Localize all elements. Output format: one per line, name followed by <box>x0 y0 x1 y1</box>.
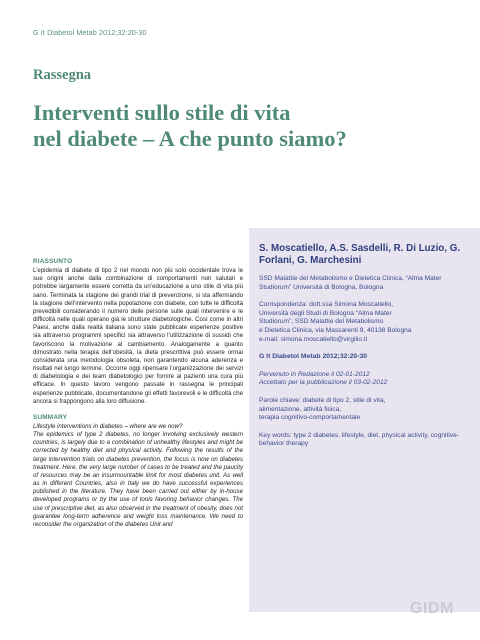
abstract-column <box>33 258 243 529</box>
correspondence <box>259 301 466 344</box>
keywords-english: Key words: type 2 diabetes, lifestyle, diet, physical activity, cognitive-behavior therapy <box>259 431 459 448</box>
citation: G It Diabetol Metab 2012;32:20-30 <box>259 353 368 361</box>
article-title-line: Interventi sullo stile di vita <box>33 100 291 125</box>
summary-text: The epidemics of type 2 diabetes, no longer involving exclusively western countries, is largely due to a combination of unhealthy lifestyles and might be corrected by healthy diet and physical activity. Following the results of the large intervention trials on diabetes prevention, the focus is now on diabetes treatment. Here, the very large number of cases to be treated and the paucity of resources may be an insurmountable limit for most diabetes unit. As well as in different Countries, also in Italy we do have successful experiences published in the literature. They have been carried out either by in-house developed programs or by the use of tools favoring behavior changes. The use of prescriptive diet, as also observed in the treatment of obesity, does not guarantee long-term adherence and weight loss maintenance. We need to reconsider the organization of the diabetes Unit and <box>33 431 243 528</box>
keywords-line: terapia cognitivo-comportamentale <box>259 414 361 422</box>
correspondence-email[interactable]: e-mail: simona.moscatiello@virgilio.it <box>259 335 368 343</box>
correspondence-line: Corrispondenza: dott.ssa Simona Moscatiello, <box>259 301 394 309</box>
keywords-line: Parole chiave: diabete di tipo 2, stile di vita, <box>259 396 386 404</box>
article-title-line: nel diabete – A che punto siamo? <box>33 126 347 151</box>
accepted-date: Accettato per la pubblicazione il 03-02-2012 <box>259 379 388 387</box>
summary-title: Lifestyle interventions in diabetes – where are we now? <box>33 422 183 430</box>
affiliation: SSD Malattie del Metabolismo e Dietetica Clinica, “Alma Mater Studiorum” Università di Bologna, Bologna <box>259 275 442 291</box>
article-title <box>33 100 453 152</box>
riassunto-heading: RIASSUNTO <box>33 258 73 265</box>
article-info-panel <box>249 228 480 612</box>
authors: S. Moscatiello, A.S. Sasdelli, R. Di Luzio, G. Forlani, G. Marchesini <box>259 243 461 266</box>
dates <box>259 371 466 388</box>
keywords-line: alimentazione, attività fisica, <box>259 405 342 413</box>
correspondence-line: e Dietetica Clinica, via Massarenti 9, 40138 Bologna <box>259 326 412 334</box>
keywords-italian <box>259 397 466 423</box>
section-label: Rassegna <box>33 67 92 83</box>
riassunto-text: L’epidemia di diabete di tipo 2 nel mondo non più solo occidentale trova le sue origini anche dalla combinazione di comportamenti non salutari e potrebbe largamente essere corretta da un’educazione a uno stile di vita più sano. Terminata la stagione dei grandi trial di prevenzione, si sta affermando la stagione dell’intervento nella popolazione con diabete, con tutte le difficoltà prevedibili considerando il numero delle persone sulle quali intervenire e le difficoltà nelle quali operano già le strutture diabetologiche. Così come in altri Paesi, anche dalla realtà italiana sono state pubblicate esperienze positive sia attraverso programmi specifici sia attraverso l’utilizzazione di sussidi che favoriscono la motivazione al cambiamento. Analogamente a quanto dimostrato nella terapia dell’obesità, la dieta prescrittiva può essere ormai considerata una metodologia obsoleta, non garantendo alcuna aderenza e risultati nel lungo termine. Occorre oggi ripensare l’organizzazione dei servizi di diabetologia e dei team diabetologici per fornire ai pazienti una cura più efficace. In questo lavoro vengono passate in rassegna le principali esperienze pubblicate, documentandone gli effetti favorevoli e le difficoltà che ancora si frappongono alla loro diffusione. <box>33 267 243 405</box>
journal-logo: GIDM <box>410 600 454 617</box>
running-head: G It Diabetol Metab 2012;32:20-30 <box>33 28 147 37</box>
summary-heading: SUMMARY <box>33 413 68 421</box>
correspondence-line: Università degli Studi di Bologna “Alma Mater <box>259 309 392 317</box>
correspondence-line: Studiorum”, SSD Malattie del Metabolismo <box>259 318 384 326</box>
received-date: Pervenuto in Redazione il 02-01-2012 <box>259 370 370 378</box>
